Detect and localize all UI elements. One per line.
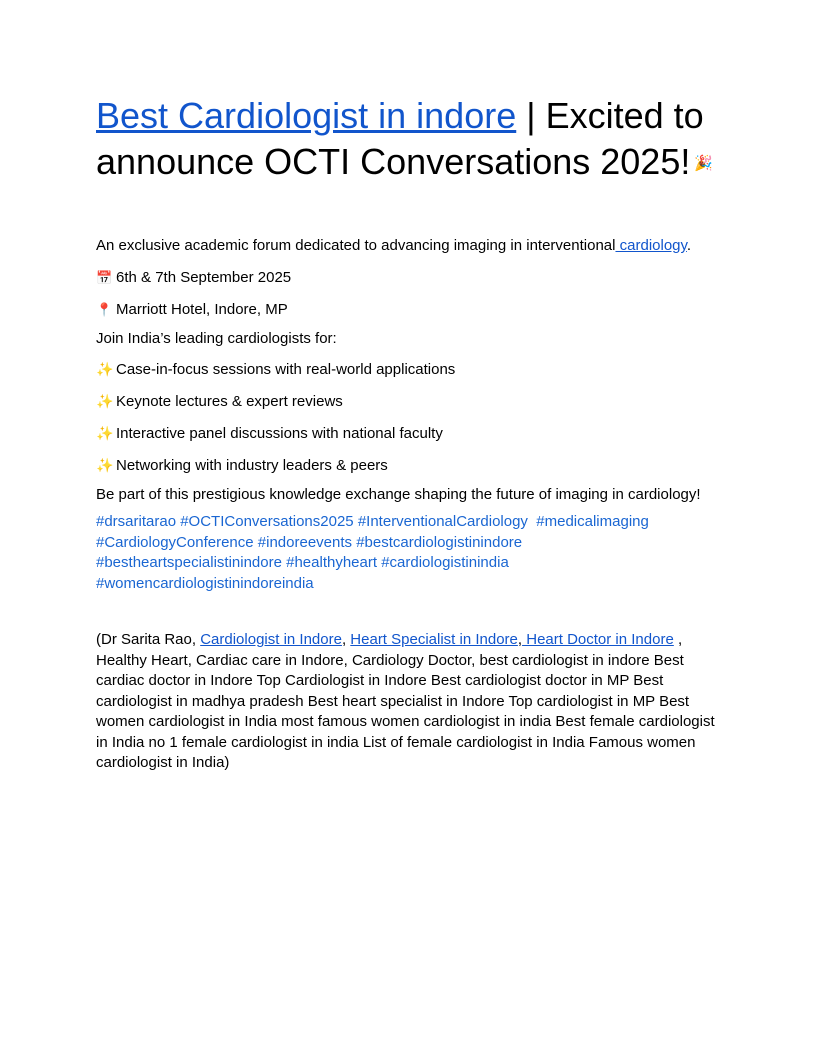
hashtag[interactable]: #healthyheart [286, 554, 378, 571]
closing-text: Be part of this prestigious knowledge exchange shaping the future of imaging in cardiology! [96, 486, 701, 503]
sparkles-icon: ✨ [96, 457, 114, 473]
sparkles-icon: ✨ [96, 425, 114, 441]
calendar-icon: 📅 [96, 270, 113, 285]
hashtag[interactable]: #CardiologyConference [96, 533, 254, 551]
intro-paragraph [96, 235, 691, 256]
intro-end: . [686, 237, 692, 254]
list-item-text: Interactive panel discussions with national faculty [116, 425, 443, 442]
title-link[interactable]: Best Cardiologist in indore [96, 95, 517, 136]
list-item-text: Networking with industry leaders & peers [116, 457, 388, 474]
party-popper-icon: 🎉 [694, 155, 714, 172]
event-date [96, 267, 291, 288]
page-title [96, 93, 736, 193]
event-date-text: 6th & 7th September 2025 [116, 269, 292, 286]
event-venue [96, 299, 288, 320]
heart-specialist-link[interactable]: Heart Specialist in Indore [350, 631, 518, 648]
hashtag[interactable]: #bestcardiologistinindore [356, 533, 523, 551]
hashtag-list [96, 512, 716, 594]
footer-paragraph [96, 630, 716, 774]
list-item [96, 423, 443, 444]
list-item [96, 391, 343, 412]
hashtag[interactable]: #drsaritarao [96, 513, 177, 530]
title-text: | Excited to announce OCTI Conversations 2025! [96, 95, 704, 182]
list-item [96, 359, 455, 380]
footer-sep: , [341, 631, 351, 648]
hashtag[interactable]: #bestheartspecialistinindore [96, 554, 282, 571]
hashtag[interactable]: #InterventionalCardiology [357, 513, 528, 530]
sparkles-icon: ✨ [96, 393, 114, 409]
heart-doctor-link[interactable]: Heart Doctor in Indore [522, 631, 674, 648]
hashtag[interactable]: #indoreevents [257, 533, 353, 551]
pin-icon: 📍 [96, 302, 113, 317]
hashtag[interactable]: #OCTIConversations2025 [180, 513, 354, 530]
join-text: Join India’s leading cardiologists for: [96, 330, 337, 347]
footer-prefix: (Dr Sarita Rao, [96, 631, 201, 648]
intro-text: An exclusive academic forum dedicated to advancing imaging in interventional [96, 237, 616, 254]
event-venue-text: Marriott Hotel, Indore, MP [116, 301, 288, 318]
list-item [96, 455, 388, 476]
footer-sep: , [517, 631, 523, 648]
sparkles-icon: ✨ [96, 361, 114, 377]
hashtag[interactable]: #cardiologistinindia [381, 554, 509, 571]
footer-rest: , Healthy Heart, Cardiac care in Indore, Cardiology Doctor, best cardiologist in indore Best cardiac doctor in Indore Top Cardiologist in Indore Best cardiologist doctor in MP Best cardiologist in madhya pradesh Best heart specialist in Indore Top cardiologist in MP Best women cardiologist in India most famous women cardiologist in india Best female cardiologist in India no 1 female cardiologist in india List of female cardiologist in India Famous women cardiologist in India) [96, 631, 715, 771]
cardiologist-in-indore-link[interactable]: Cardiologist in Indore [200, 631, 342, 648]
list-item-text: Case-in-focus sessions with real-world applications [116, 361, 456, 378]
list-item-text: Keynote lectures & expert reviews [116, 393, 343, 410]
hashtag[interactable]: #medicalimaging [536, 513, 649, 530]
hashtag[interactable]: #womencardiologistinindoreindia [96, 574, 314, 592]
cardiology-link[interactable]: cardiology [615, 237, 687, 254]
